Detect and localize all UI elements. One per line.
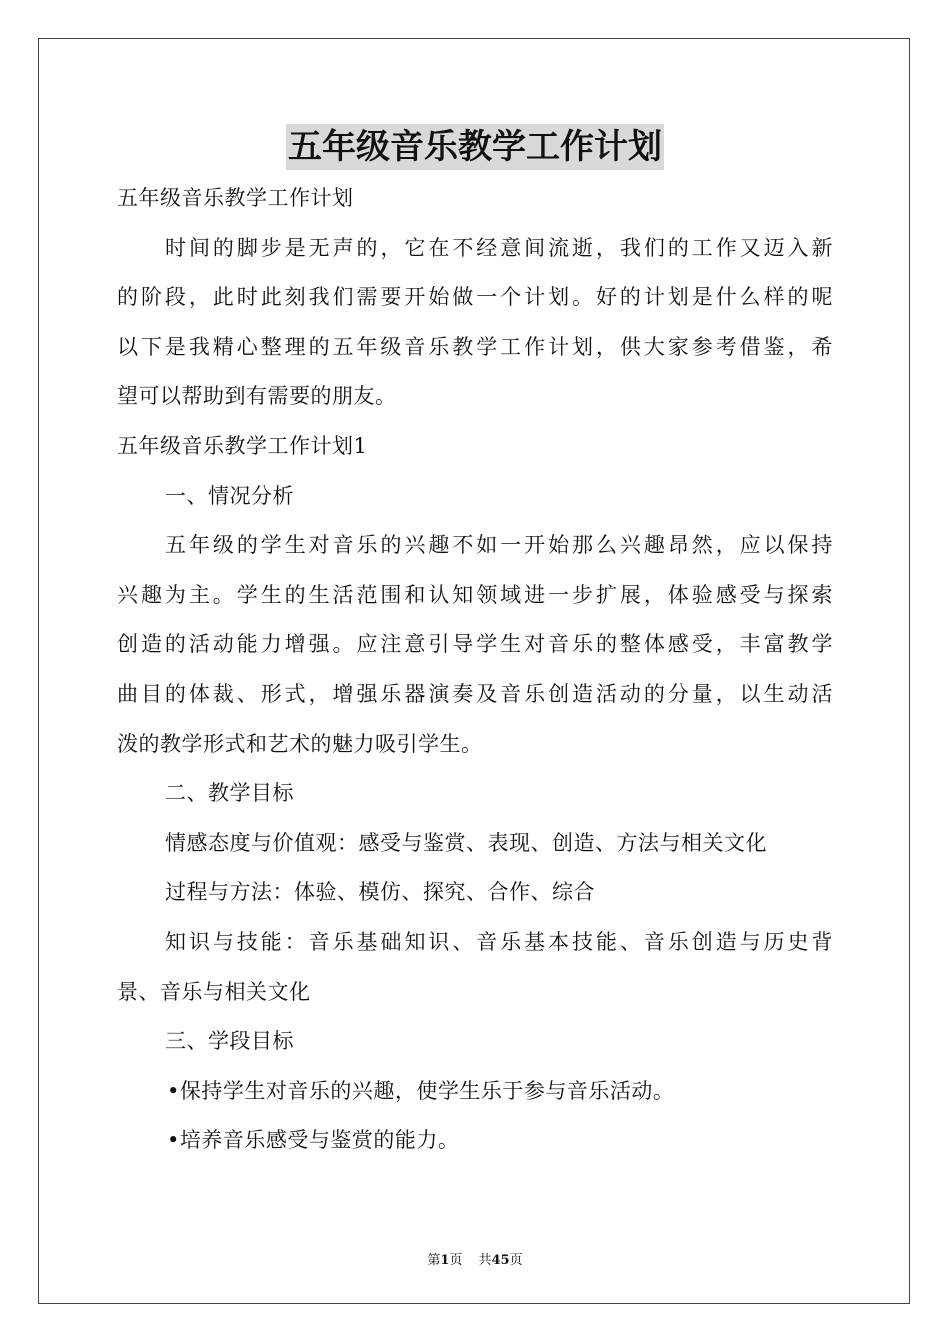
subsection-heading: 一、情况分析 xyxy=(165,483,294,508)
paragraph-line: 创造的活动能力增强。应注意引导学生对音乐的整体感受，丰富教学 xyxy=(117,632,833,657)
footer-total-prefix: 共 xyxy=(478,1253,492,1268)
page-footer xyxy=(0,1249,950,1268)
paragraph-line: 时间的脚步是无声的，它在不经意间流逝，我们的工作又迈入新 xyxy=(165,235,833,260)
paragraph-line: 景、音乐与相关文化 xyxy=(117,979,311,1004)
bullet-item: •培养音乐感受与鉴赏的能力。 xyxy=(167,1128,460,1153)
paragraph-line: 泼的教学形式和艺术的魅力吸引学生。 xyxy=(117,731,483,756)
footer-page-suffix: 页 xyxy=(449,1253,463,1268)
paragraph-line: 以下是我精心整理的五年级音乐教学工作计划，供大家参考借鉴，希 xyxy=(117,334,833,359)
paragraph-line: 五年级音乐教学工作计划 xyxy=(117,186,354,210)
paragraph-line: 的阶段，此时此刻我们需要开始做一个计划。好的计划是什么样的呢 xyxy=(117,285,833,310)
document-title: 五年级音乐教学工作计划 xyxy=(286,124,664,170)
total-pages: 45 xyxy=(491,1253,510,1268)
paragraph-line: 五年级的学生对音乐的兴趣不如一开始那么兴趣昂然，应以保持 xyxy=(165,533,833,558)
document-body xyxy=(117,174,833,1166)
footer-total-suffix: 页 xyxy=(509,1253,523,1268)
subsection-heading: 三、学段目标 xyxy=(165,1029,294,1054)
subsection-heading: 二、教学目标 xyxy=(165,781,294,806)
paragraph-line: 情感态度与价值观：感受与鉴赏、表现、创造、方法与相关文化 xyxy=(165,830,767,855)
bullet-item: •保持学生对音乐的兴趣，使学生乐于参与音乐活动。 xyxy=(167,1078,675,1103)
paragraph-line: 曲目的体裁、形式，增强乐器演奏及音乐创造活动的分量，以生动活 xyxy=(117,681,833,706)
title-wrap xyxy=(0,124,950,170)
paragraph-line: 知识与技能：音乐基础知识、音乐基本技能、音乐创造与历史背 xyxy=(165,929,833,954)
paragraph-line: 望可以帮助到有需要的朋友。 xyxy=(117,384,397,409)
current-page-number: 1 xyxy=(440,1253,450,1268)
footer-prefix: 第 xyxy=(427,1253,441,1268)
paragraph-line: 兴趣为主。学生的生活范围和认知领域进一步扩展，体验感受与探索 xyxy=(117,582,833,607)
section-heading: 五年级音乐教学工作计划1 xyxy=(117,433,368,458)
paragraph-line: 过程与方法：体验、模仿、探究、合作、综合 xyxy=(165,880,595,905)
